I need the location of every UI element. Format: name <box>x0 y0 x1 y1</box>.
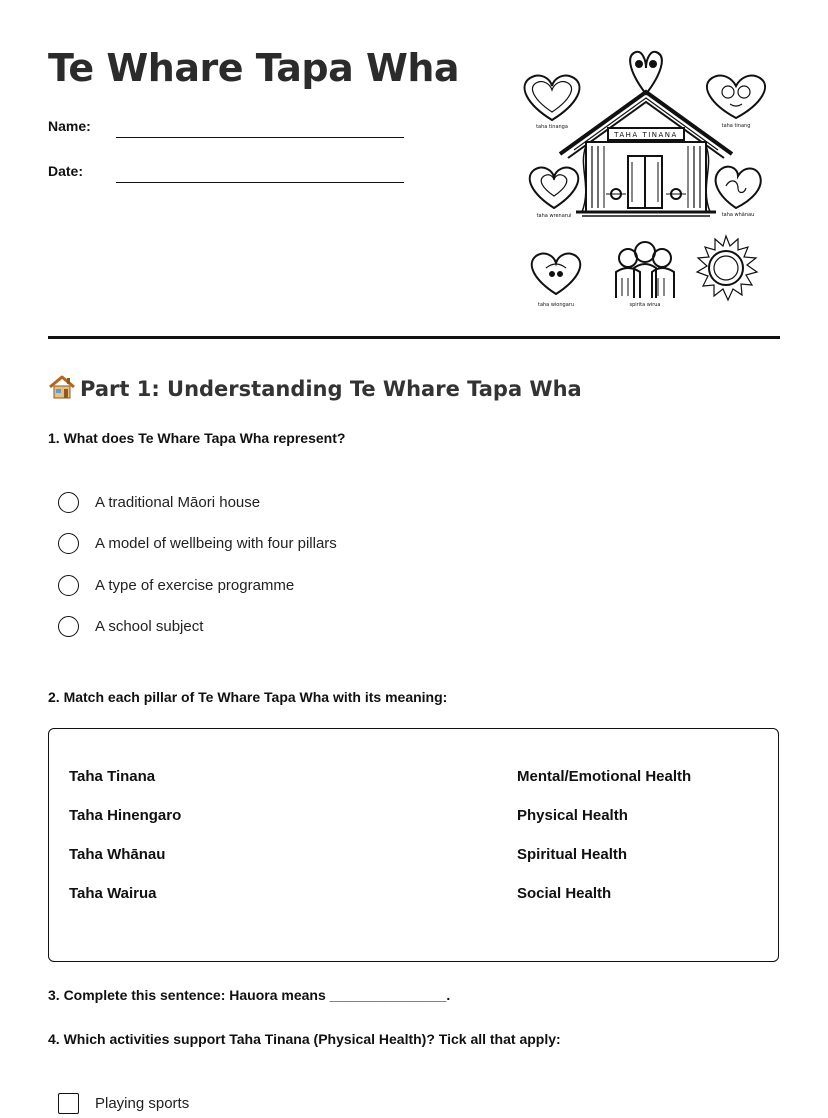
illustration-label: taha tinang <box>721 123 751 129</box>
radio-button[interactable] <box>58 533 79 554</box>
illustration-label: spirita wirua <box>629 302 661 308</box>
question-2: 2. Match each pillar of Te Whare Tapa Wha with its meaning: <box>48 689 448 705</box>
meaning-item[interactable]: Social Health <box>517 885 612 902</box>
date-input-line[interactable] <box>116 182 404 183</box>
option-label: A model of wellbeing with four pillars <box>95 535 337 552</box>
meaning-item[interactable]: Physical Health <box>517 807 628 824</box>
heart-icon <box>525 76 580 120</box>
checkbox[interactable] <box>58 1093 79 1114</box>
name-input-line[interactable] <box>116 137 404 138</box>
heart-icon <box>530 168 579 208</box>
wharenui-house-illustration <box>512 46 780 316</box>
option-label: Playing sports <box>95 1095 190 1112</box>
pillar-item[interactable]: Taha Whānau <box>69 846 166 863</box>
house-icon <box>48 374 76 400</box>
meaning-item[interactable]: Mental/Emotional Health <box>517 768 692 785</box>
name-field-row <box>48 118 408 142</box>
heart-icon <box>532 254 581 294</box>
radio-button[interactable] <box>58 492 79 513</box>
part1-heading-text: Part 1: Understanding Te Whare Tapa Wha <box>80 377 582 401</box>
pillar-item[interactable]: Taha Wairua <box>69 885 157 902</box>
question-4: 4. Which activities support Taha Tinana (Physical Health)? Tick all that apply: <box>48 1031 561 1047</box>
date-field-row <box>48 163 408 187</box>
illustration-label: taha wiongaru <box>537 302 575 308</box>
pillar-item[interactable]: Taha Hinengaro <box>69 807 182 824</box>
matching-box <box>48 728 779 962</box>
roof-sign: TAHA TINANA <box>614 131 678 139</box>
illustration-label: taha wrenarui <box>536 213 572 219</box>
top-koru-icon <box>630 52 662 94</box>
question-3: 3. Complete this sentence: Hauora means _______________. <box>48 987 451 1003</box>
koru-icon <box>716 167 761 208</box>
name-label: Name: <box>48 118 91 134</box>
illustration-label: taha whānau <box>721 212 755 218</box>
option-label: A type of exercise programme <box>95 577 295 594</box>
pillar-item[interactable]: Taha Tinana <box>69 768 156 785</box>
header-divider <box>48 336 780 339</box>
meaning-item[interactable]: Spiritual Health <box>517 846 628 863</box>
worksheet-title: Te Whare Tapa Wha <box>48 46 460 90</box>
part1-heading <box>48 374 582 401</box>
date-label: Date: <box>48 163 84 179</box>
sun-icon <box>697 236 757 300</box>
radio-button[interactable] <box>58 575 79 596</box>
radio-button[interactable] <box>58 616 79 637</box>
option-label: A school subject <box>95 618 204 635</box>
illustration-label: taha tinanga <box>536 124 568 130</box>
question-1: 1. What does Te Whare Tapa Wha represent? <box>48 430 346 446</box>
whanau-group-icon <box>616 242 674 298</box>
heart-icon <box>707 76 765 118</box>
option-label: A traditional Māori house <box>95 494 261 511</box>
